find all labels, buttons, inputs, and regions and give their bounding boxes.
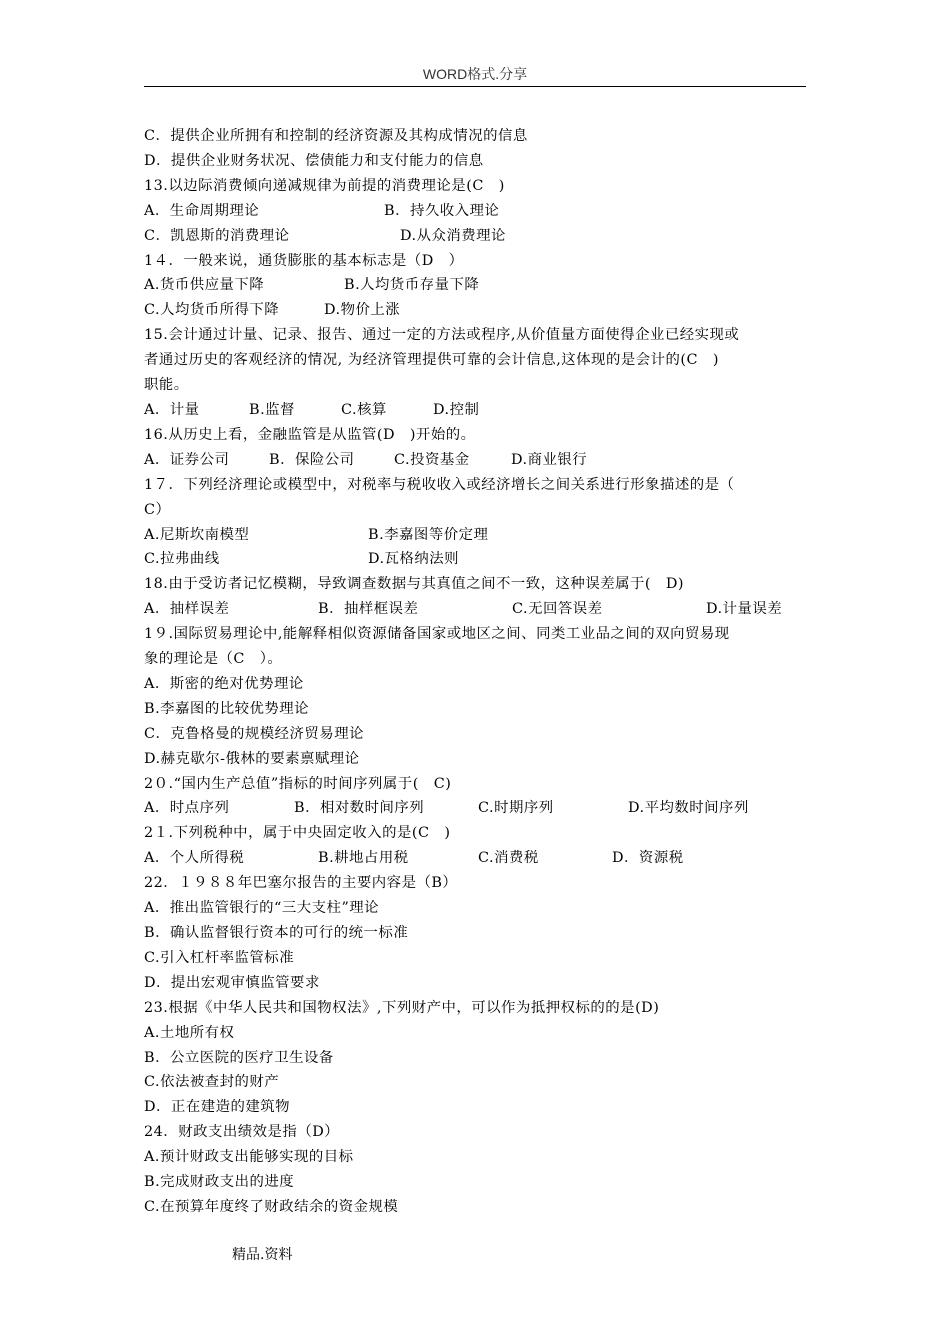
option-item: D.平均数时间序列: [628, 800, 749, 817]
text-line: 1７．下列经济理论或模型中，对税率与税收收入或经济增长之间关系进行形象描述的是（: [144, 476, 735, 493]
text-line: C）: [144, 501, 171, 518]
option-item: D.控制: [433, 401, 480, 418]
option-item: C.人均货币所得下降: [144, 302, 280, 319]
option-row: [144, 547, 814, 572]
text-line: C.引入杠杆率监管标准: [144, 949, 295, 966]
text-line: 13.以边际消费倾向递减规律为前提的消费理论是(C ): [144, 177, 505, 194]
option-item: A．生命周期理论: [144, 202, 260, 219]
option-item: A．时点序列: [144, 800, 230, 817]
option-item: B．保险公司: [269, 451, 355, 468]
option-row: [144, 846, 814, 871]
option-item: B.李嘉图等价定理: [368, 526, 489, 543]
text-line: A．推出监管银行的“三大支柱”理论: [144, 900, 380, 917]
text-line: C.在预算年度终了财政结余的资金规模: [144, 1198, 399, 1215]
text-line: 职能。: [144, 377, 189, 394]
text-line: 23.根据《中华人民共和国物权法》,下列财产中，可以作为抵押权标的的是(D): [144, 999, 660, 1016]
option-item: C.时期序列: [478, 800, 554, 817]
document-body: [144, 124, 814, 1220]
option-row: [144, 199, 814, 224]
text-line: A.土地所有权: [144, 1024, 235, 1041]
option-item: B．抽样框误差: [318, 601, 419, 618]
option-item: A．个人所得税: [144, 850, 245, 867]
option-item: C.投资基金: [394, 451, 470, 468]
option-item: A．抽样误差: [144, 601, 230, 618]
text-line: B．确认监督银行资本的可行的统一标准: [144, 925, 409, 941]
header-divider: [144, 86, 806, 87]
option-item: B．相对数时间序列: [294, 800, 425, 817]
option-row: [144, 398, 814, 423]
text-line: D．正在建造的建筑物: [144, 1099, 291, 1116]
option-row: [144, 224, 814, 249]
text-line: A．斯密的绝对优势理论: [144, 675, 304, 692]
option-item: D.计量误差: [706, 601, 783, 618]
text-line: 22．１９８８年巴塞尔报告的主要内容是（B）: [144, 875, 458, 892]
text-line: C.依法被查封的财产: [144, 1074, 280, 1091]
text-line: B.完成财政支出的进度: [144, 1174, 295, 1191]
text-line: 2１.下列税种中，属于中央固定收入的是(C ): [144, 825, 451, 842]
option-item: C.无回答误差: [512, 601, 603, 618]
option-row: [144, 298, 814, 323]
option-row: [144, 448, 814, 473]
option-row: [144, 273, 814, 298]
text-line: D．提供企业财务状况、偿债能力和支付能力的信息: [144, 152, 484, 169]
option-item: C．凯恩斯的消费理论: [144, 227, 290, 244]
text-line: 1９.国际贸易理论中,能解释相似资源储备国家或地区之间、同类工业品之间的双向贸易现: [144, 626, 730, 643]
text-line: 18.由于受访者记忆模糊，导致调查数据与其真值之间不一致，这种误差属于( D): [144, 576, 685, 593]
option-item: D.物价上涨: [324, 302, 401, 319]
option-item: A．计量: [144, 401, 200, 418]
option-row: [144, 597, 814, 622]
page-header: WORD格式.分享: [422, 66, 528, 82]
option-item: D.商业银行: [511, 451, 588, 468]
option-item: A.尼斯坎南模型: [144, 526, 250, 543]
text-line: 24．财政支出绩效是指（D）: [144, 1124, 340, 1141]
text-line: 2０.“国内生产总值”指标的时间序列属于( C): [144, 775, 452, 792]
option-item: D．资源税: [612, 850, 684, 867]
option-item: D.瓦格纳法则: [368, 551, 460, 568]
text-line: D．提出宏观审慎监管要求: [144, 974, 320, 991]
text-line: 15.会计通过计量、记录、报告、通过一定的方法或程序,从价值量方面使得企业已经实现或: [144, 327, 740, 344]
option-item: C.核算: [341, 401, 387, 418]
text-line: 16.从历史上看，金融监管是从监管(D )开始的。: [144, 426, 476, 443]
text-line: B.李嘉图的比较优势理论: [144, 700, 310, 717]
option-row: [144, 523, 814, 548]
option-item: C.拉弗曲线: [144, 551, 220, 568]
text-line: C．克鲁格曼的规模经济贸易理论: [144, 725, 364, 742]
text-line: 象的理论是（C ）。: [144, 651, 283, 668]
option-item: D.从众消费理论: [400, 227, 506, 244]
text-line: C．提供企业所拥有和控制的经济资源及其构成情况的信息: [144, 128, 528, 144]
option-item: C.消费税: [478, 850, 539, 867]
text-line: A.预计财政支出能够实现的目标: [144, 1149, 354, 1166]
page-footer: 精品.资料: [232, 1247, 293, 1263]
text-line: D.赫克歇尔-俄林的要素禀赋理论: [144, 750, 360, 767]
option-item: B．持久收入理论: [384, 202, 500, 219]
option-item: A．证券公司: [144, 451, 230, 468]
option-item: B.耕地占用税: [318, 850, 409, 867]
option-item: B.监督: [249, 401, 295, 418]
text-line: 1４．一般来说，通货膨胀的基本标志是（D ）: [144, 252, 464, 269]
option-row: [144, 796, 814, 821]
option-item: B.人均货币存量下降: [344, 277, 480, 294]
text-line: 者通过历史的客观经济的情况, 为经济管理提供可靠的会计信息,这体现的是会计的(C ): [144, 352, 720, 369]
text-line: B．公立医院的医疗卫生设备: [144, 1049, 334, 1066]
option-item: A.货币供应量下降: [144, 277, 265, 294]
